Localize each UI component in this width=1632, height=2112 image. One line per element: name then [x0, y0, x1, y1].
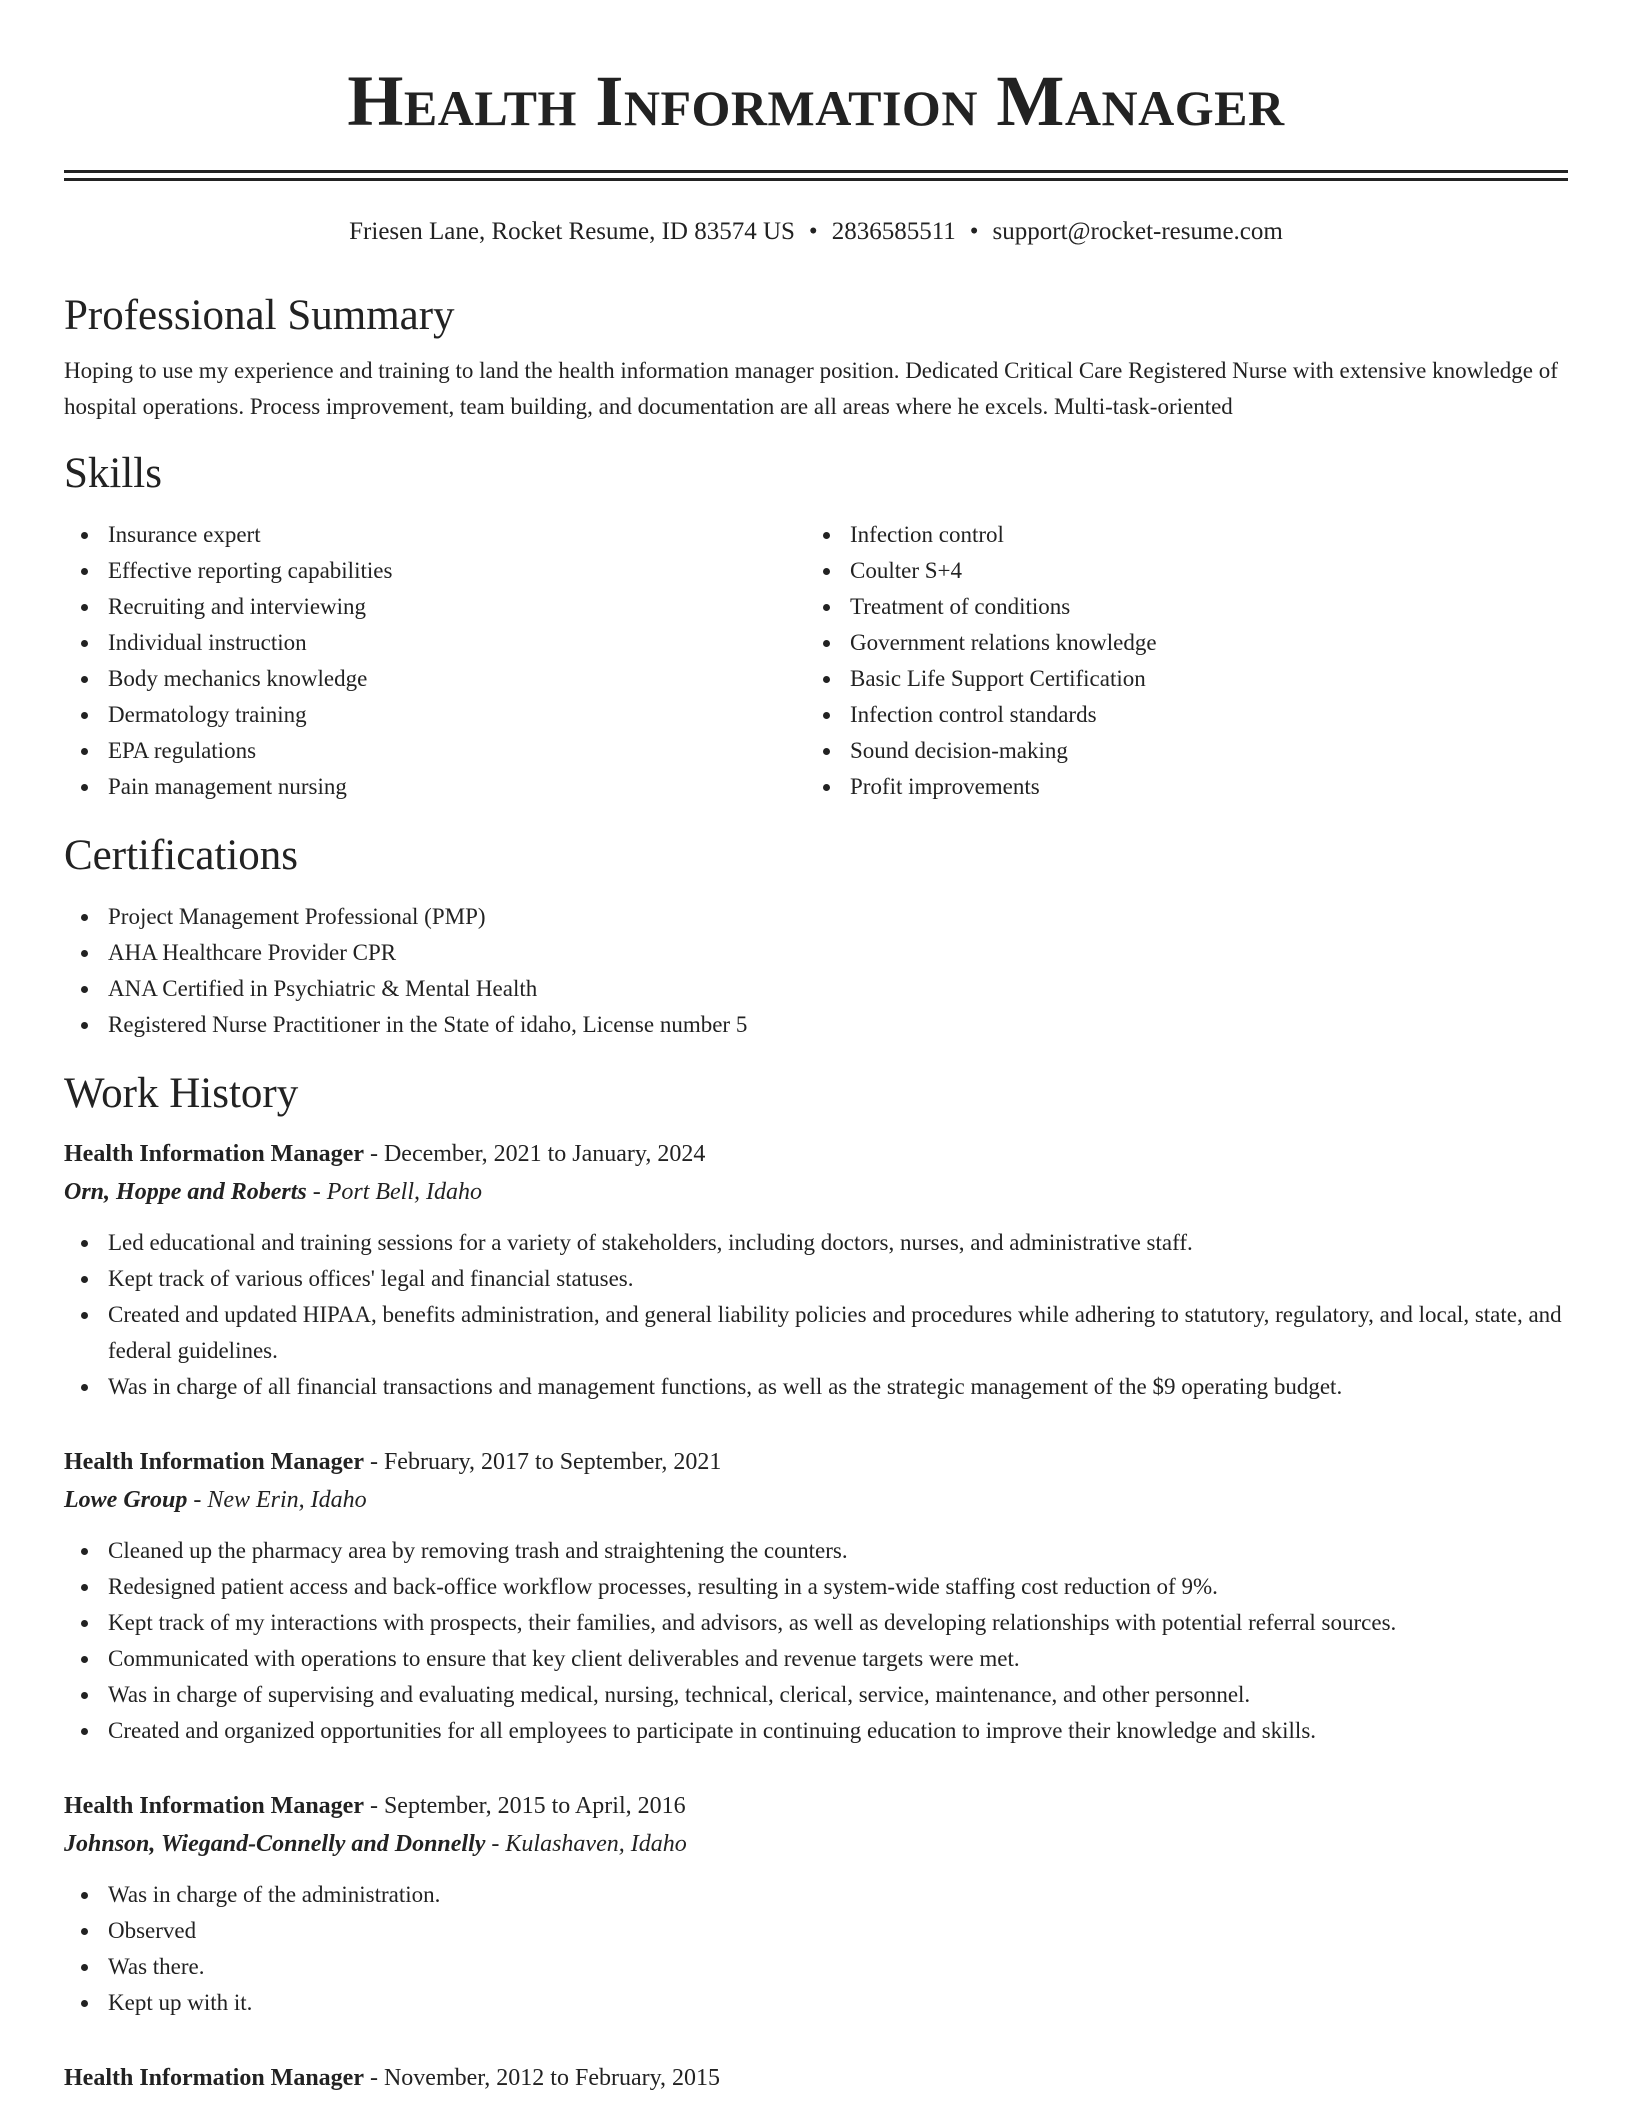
job-duty: Communicated with operations to ensure that key client deliverables and revenue targets were met.: [64, 1641, 1568, 1677]
skill-item: Coulter S+4: [806, 553, 1548, 589]
skills-column-right: [806, 517, 1548, 805]
job-dates: - September, 2015 to April, 2016: [363, 1793, 686, 1819]
job-dates: - February, 2017 to September, 2021: [363, 1449, 722, 1475]
job-duty: Created and updated HIPAA, benefits administration, and general liability policies and procedures while adhering to statutory, regulatory, and local, state, and federal guidelines.: [64, 1297, 1568, 1369]
job-company-line: [64, 1173, 1568, 1211]
job-duty: Was there.: [64, 1949, 1568, 1985]
certifications-heading: Certifications: [64, 832, 299, 879]
contact-address: Friesen Lane, Rocket Resume, ID 83574 US: [349, 218, 795, 245]
job-location: - Kulashaven, Idaho: [485, 1831, 687, 1857]
skill-item: Profit improvements: [806, 769, 1548, 805]
skill-item: Recruiting and interviewing: [64, 589, 806, 625]
skill-item: Body mechanics knowledge: [64, 661, 806, 697]
job-duty: Was in charge of supervising and evaluating medical, nursing, technical, clerical, service, maintenance, and other personnel.: [64, 1677, 1568, 1713]
job-location: - Port Bell, Idaho: [306, 1179, 483, 1205]
job-duty: Created and organized opportunities for all employees to participate in continuing education to improve their knowledge and skills.: [64, 1713, 1568, 1749]
certification-item: AHA Healthcare Provider CPR: [64, 935, 1568, 971]
job-company: Orn, Hoppe and Roberts: [64, 1179, 307, 1205]
job-entry: [64, 2059, 1568, 2097]
skill-item: Infection control: [806, 517, 1548, 553]
skill-item: Pain management nursing: [64, 769, 806, 805]
job-entry: [64, 1787, 1568, 2021]
job-duties: [64, 1225, 1568, 1405]
skill-item: Effective reporting capabilities: [64, 553, 806, 589]
job-title: Health Information Manager: [64, 1449, 364, 1475]
job-title: Health Information Manager: [64, 2065, 364, 2091]
resume-title: Health Information Manager: [347, 61, 1285, 141]
contact-email: support@rocket-resume.com: [992, 218, 1283, 245]
job-duty: Kept track of my interactions with prospects, their families, and advisors, as well as developing relationships with potential referral sources.: [64, 1605, 1568, 1641]
skill-item: EPA regulations: [64, 733, 806, 769]
job-duty: Cleaned up the pharmacy area by removing trash and straightening the counters.: [64, 1533, 1568, 1569]
skill-item: Dermatology training: [64, 697, 806, 733]
certification-item: Project Management Professional (PMP): [64, 899, 1568, 935]
job-title: Health Information Manager: [64, 1141, 364, 1167]
job-duty: Was in charge of the administration.: [64, 1877, 1568, 1913]
job-location: - New Erin, Idaho: [187, 1487, 367, 1513]
job-duties: [64, 1877, 1568, 2021]
job-duty: Was in charge of all financial transactions and management functions, as well as the strategic management of the $9 operating budget.: [64, 1369, 1568, 1405]
contact-phone: 2836585511: [831, 218, 956, 245]
job-company-line: [64, 1825, 1568, 1863]
skills-column-left: [64, 517, 806, 805]
job-duty: Redesigned patient access and back-office workflow processes, resulting in a system-wide staffing cost reduction of 9%.: [64, 1569, 1568, 1605]
certification-item: Registered Nurse Practitioner in the State of idaho, License number 5: [64, 1007, 1568, 1043]
job-entry: [64, 1443, 1568, 1749]
job-duty: Led educational and training sessions for a variety of stakeholders, including doctors, nurses, and administrative staff.: [64, 1225, 1568, 1261]
certifications-list: [64, 899, 1568, 1043]
job-header: [64, 1135, 1568, 1173]
job-dates: - December, 2021 to January, 2024: [363, 1141, 706, 1167]
skill-item: Infection control standards: [806, 697, 1548, 733]
work-history-heading: Work History: [64, 1070, 299, 1117]
skills-heading: Skills: [64, 450, 162, 497]
job-duty: Kept track of various offices' legal and financial statuses.: [64, 1261, 1568, 1297]
job-header: [64, 1787, 1568, 1825]
skill-item: Treatment of conditions: [806, 589, 1548, 625]
job-title: Health Information Manager: [64, 1793, 364, 1819]
contact-separator: •: [808, 218, 818, 245]
skill-item: Insurance expert: [64, 517, 806, 553]
job-duty: Observed: [64, 1913, 1568, 1949]
contact-separator: •: [969, 218, 979, 245]
skills-grid: [64, 517, 1568, 805]
skill-item: Government relations knowledge: [806, 625, 1548, 661]
skill-item: Individual instruction: [64, 625, 806, 661]
title-divider: [64, 170, 1568, 181]
job-header: [64, 2059, 1568, 2097]
skill-item: Basic Life Support Certification: [806, 661, 1548, 697]
summary-text: Hoping to use my experience and training to land the health information manager position. Dedicated Critical Care Registered Nurse with extensive knowledge of hospital operations. Process improvement, team building, and documentation are all areas where he excels. Multi-task-oriented: [64, 358, 1558, 419]
job-duty: Kept up with it.: [64, 1985, 1568, 2021]
summary-heading: Professional Summary: [64, 292, 455, 339]
job-dates: - November, 2012 to February, 2015: [363, 2065, 721, 2091]
contact-line: [64, 215, 1568, 249]
job-company: Lowe Group: [64, 1487, 188, 1513]
job-header: [64, 1443, 1568, 1481]
job-company: Johnson, Wiegand-Connelly and Donnelly: [64, 1831, 486, 1857]
skill-item: Sound decision-making: [806, 733, 1548, 769]
job-entry: [64, 1135, 1568, 1405]
job-duties: [64, 1533, 1568, 1749]
job-company-line: [64, 1481, 1568, 1519]
certification-item: ANA Certified in Psychiatric & Mental Health: [64, 971, 1568, 1007]
